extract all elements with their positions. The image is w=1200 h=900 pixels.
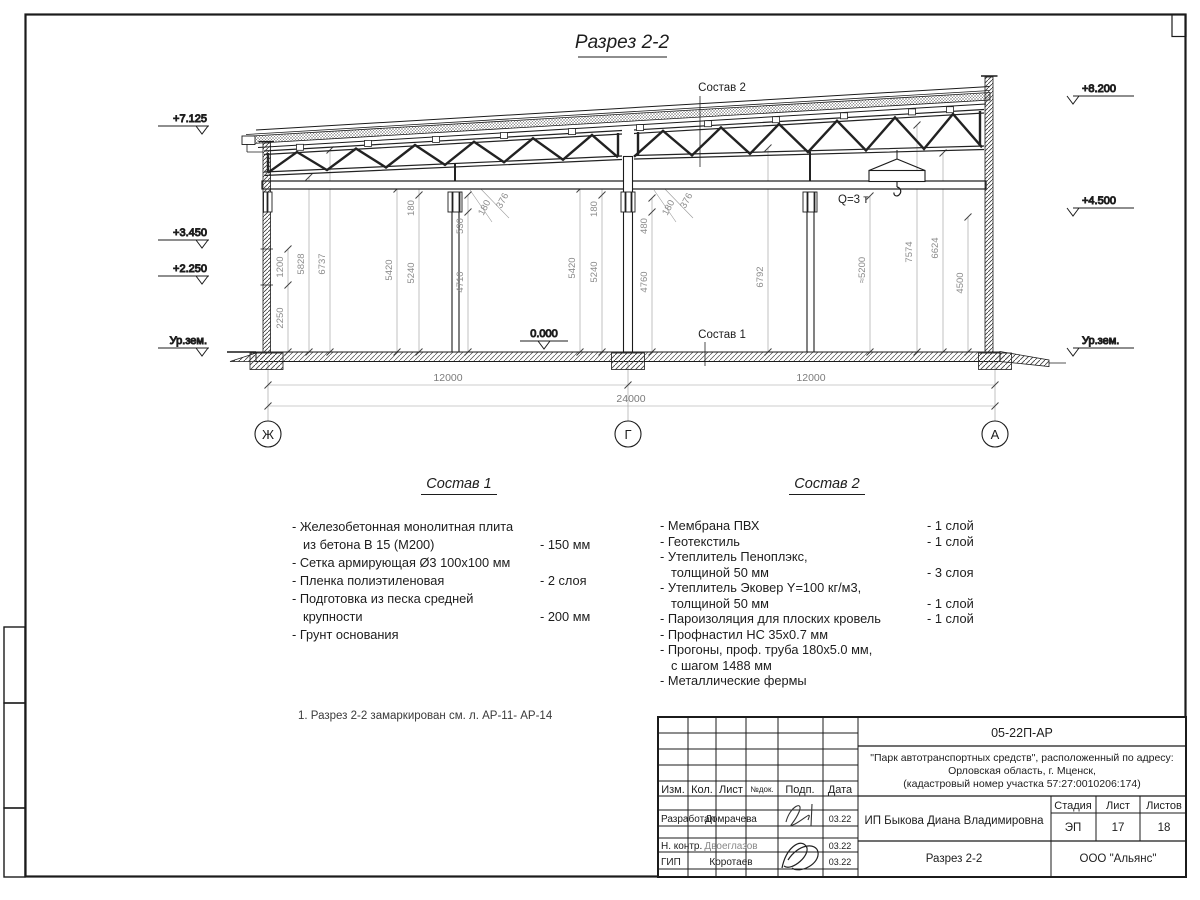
comp2-row: - Профнастил НС 35х0.7 мм (660, 626, 829, 642)
vdim-9: 376 (494, 191, 512, 211)
stamp-col-izm: Изм. (661, 784, 685, 796)
stamp-sheets-value: 18 (1157, 822, 1171, 834)
vdim-18: 6792 (755, 266, 766, 288)
page-title (575, 32, 670, 57)
stamp-project-line2: Орловская область, г. Мценск, (948, 765, 1096, 777)
wall-right (981, 76, 998, 352)
vdim-3: 6737 (317, 253, 328, 275)
svg-text:+4.500: +4.500 (1082, 195, 1116, 207)
axis-zh: Ж (261, 427, 275, 442)
stamp-project-line1: "Парк автотранспортных средств", расположенный по адресу: (870, 752, 1174, 764)
stamp-col-list: Лист (719, 784, 743, 796)
composition-list-1 (292, 474, 626, 644)
vdim-1: 1200 (275, 256, 286, 278)
foundation-left (250, 353, 283, 370)
stamp-date-gip: 03.22 (828, 857, 852, 867)
stamp-role-gip: ГИП (661, 857, 681, 868)
stamp-company: ООО "Альянс" (1079, 853, 1157, 865)
crane-capacity-label: Q=3 т (838, 194, 869, 206)
stamp-name-gip: Коротаев (709, 857, 753, 868)
stamp-client: ИП Быкова Диана Владимировна (864, 815, 1044, 827)
vdim-19: ≈5200 (857, 256, 868, 284)
stamp-sheet-value: 17 (1111, 822, 1125, 834)
svg-text:Ур.зем.: Ур.зем. (169, 335, 207, 347)
hdim-total: 24000 (616, 393, 646, 405)
stamp-sheets-header: Листов (1146, 800, 1182, 812)
elev-left-7125 (158, 113, 209, 134)
stamp-sheet-header: Лист (1106, 800, 1130, 812)
stamp-date-ncontrol: 03.22 (828, 841, 852, 851)
stamp-col-data: Дата (827, 784, 853, 796)
comp1-row: - Подготовка из песка средней (292, 591, 474, 606)
svg-text:0.000: 0.000 (530, 328, 558, 340)
elev-right-4500 (1067, 195, 1134, 216)
comp1-row: крупности - 200 мм (303, 609, 591, 624)
comp1-row: - Грунт основания (292, 627, 399, 642)
vdim-6: 180 (406, 200, 417, 216)
vdim-22: 4500 (955, 272, 966, 294)
title-block (658, 717, 1186, 877)
stamp-stage-value: ЭП (1064, 822, 1082, 834)
vdim-8: 180 (476, 198, 494, 218)
vdim-7: 530 (455, 218, 466, 234)
comp1-heading: Состав 1 (292, 474, 626, 494)
vdim-14: 480 (639, 218, 650, 234)
comp2-row: толщиной 50 мм - 3 слоя (671, 564, 974, 580)
vertical-dimensions (275, 191, 966, 328)
svg-text:+2.250: +2.250 (173, 263, 207, 275)
vdim-10: 4710 (455, 271, 466, 293)
margin-box-2 (4, 703, 25, 808)
label-sostav2: Состав 2 (698, 82, 746, 94)
stamp-stage-header: Стадия (1054, 800, 1092, 812)
corner-box (1172, 15, 1186, 37)
vdim-20: 7574 (904, 241, 915, 263)
vdim-13: 180 (589, 201, 600, 217)
svg-text:+3.450: +3.450 (173, 227, 207, 239)
wall-left (259, 142, 275, 353)
svg-text:+8.200: +8.200 (1082, 83, 1116, 95)
stamp-drawing-name: Разрез 2-2 (925, 853, 983, 865)
axis-g: Г (624, 427, 632, 442)
vdim-2: 5828 (296, 253, 307, 275)
elev-left-2250 (158, 263, 209, 284)
comp1-row: - Железобетонная монолитная плита (292, 519, 514, 534)
comp2-heading: Состав 2 (660, 474, 994, 494)
elev-right-8200 (1067, 83, 1134, 104)
vdim-4: 5420 (384, 259, 395, 281)
comp2-row: - Мембрана ПВХ - 1 слой (660, 518, 974, 533)
stamp-name-developer: Домрачева (705, 814, 757, 825)
comp2-row: - Пароизоляция для плоских кровель - 1 слой (660, 611, 974, 626)
horizontal-dimensions (433, 372, 825, 405)
stamp-role-ncontrol: Н. контр. (661, 841, 703, 852)
margin-box-3 (4, 808, 25, 877)
comp2-row: с шагом 1488 мм (671, 657, 772, 673)
margin-box-1 (4, 627, 25, 703)
floor-slab (227, 352, 1066, 370)
column-middle (621, 157, 635, 353)
page-title-text: Разрез 2-2 (574, 32, 670, 53)
column-intermediate-right (803, 192, 817, 352)
vdim-15: 180 (660, 198, 678, 218)
hdim-span2: 12000 (796, 372, 826, 384)
comp2-row: - Металлические фермы (660, 673, 807, 688)
vdim-21: 6624 (930, 237, 941, 259)
stamp-date-developer: 03.22 (828, 814, 852, 824)
label-sostav1: Состав 1 (698, 329, 746, 341)
hdim-span1: 12000 (433, 372, 463, 384)
elev-left-3450 (158, 227, 209, 248)
stamp-col-doc: №док. (750, 785, 774, 794)
comp2-row: - Геотекстиль - 1 слой (660, 533, 974, 549)
stamp-col-kol: Кол. (691, 784, 713, 796)
vdim-0: 2250 (275, 307, 286, 329)
vdim-17: 4760 (639, 271, 650, 293)
stamp-doc-code: 05-22П-АР (991, 726, 1053, 740)
vdim-12: 5240 (589, 261, 600, 283)
axis-a: А (990, 427, 1000, 442)
roof-edge-cap (242, 136, 255, 145)
elev-left-ground (158, 335, 209, 356)
vdim-11: 5420 (567, 257, 578, 279)
elev-right-ground (1067, 335, 1134, 356)
elev-zero (520, 328, 568, 349)
comp2-row: - Утеплитель Эковер Y=100 кг/м3, (660, 580, 862, 595)
foundation-middle (612, 353, 645, 370)
stamp-project-line3: (кадастровый номер участка 57:27:0010206:174) (903, 778, 1141, 790)
svg-text:+7.125: +7.125 (173, 113, 207, 125)
stamp-col-podp: Подп. (785, 784, 815, 796)
axis-bubbles (255, 421, 1008, 447)
comp1-row: из бетона В 15 (М200) - 150 мм (303, 537, 591, 552)
stamp-name-ncontrol: Двоеглазов (704, 841, 758, 852)
vdim-5: 5240 (406, 262, 417, 284)
sheet-note: 1. Разрез 2-2 замаркирован см. л. АР-11- АР-14 (298, 710, 553, 722)
comp2-row: - Утеплитель Пеноплэкс, (660, 549, 808, 564)
vdim-16: 376 (678, 191, 696, 211)
stamp-role-developer: Разработал (661, 814, 716, 825)
composition-list-2 (660, 474, 994, 689)
comp2-row: - Прогоны, проф. труба 180х5.0 мм, (660, 642, 873, 657)
comp1-row: - Сетка армирующая Ø3 100х100 мм (292, 555, 511, 570)
comp2-row: толщиной 50 мм - 1 слой (671, 595, 974, 611)
comp1-row: - Пленка полиэтиленовая - 2 слоя (292, 573, 587, 588)
svg-text:Ур.зем.: Ур.зем. (1082, 335, 1120, 347)
